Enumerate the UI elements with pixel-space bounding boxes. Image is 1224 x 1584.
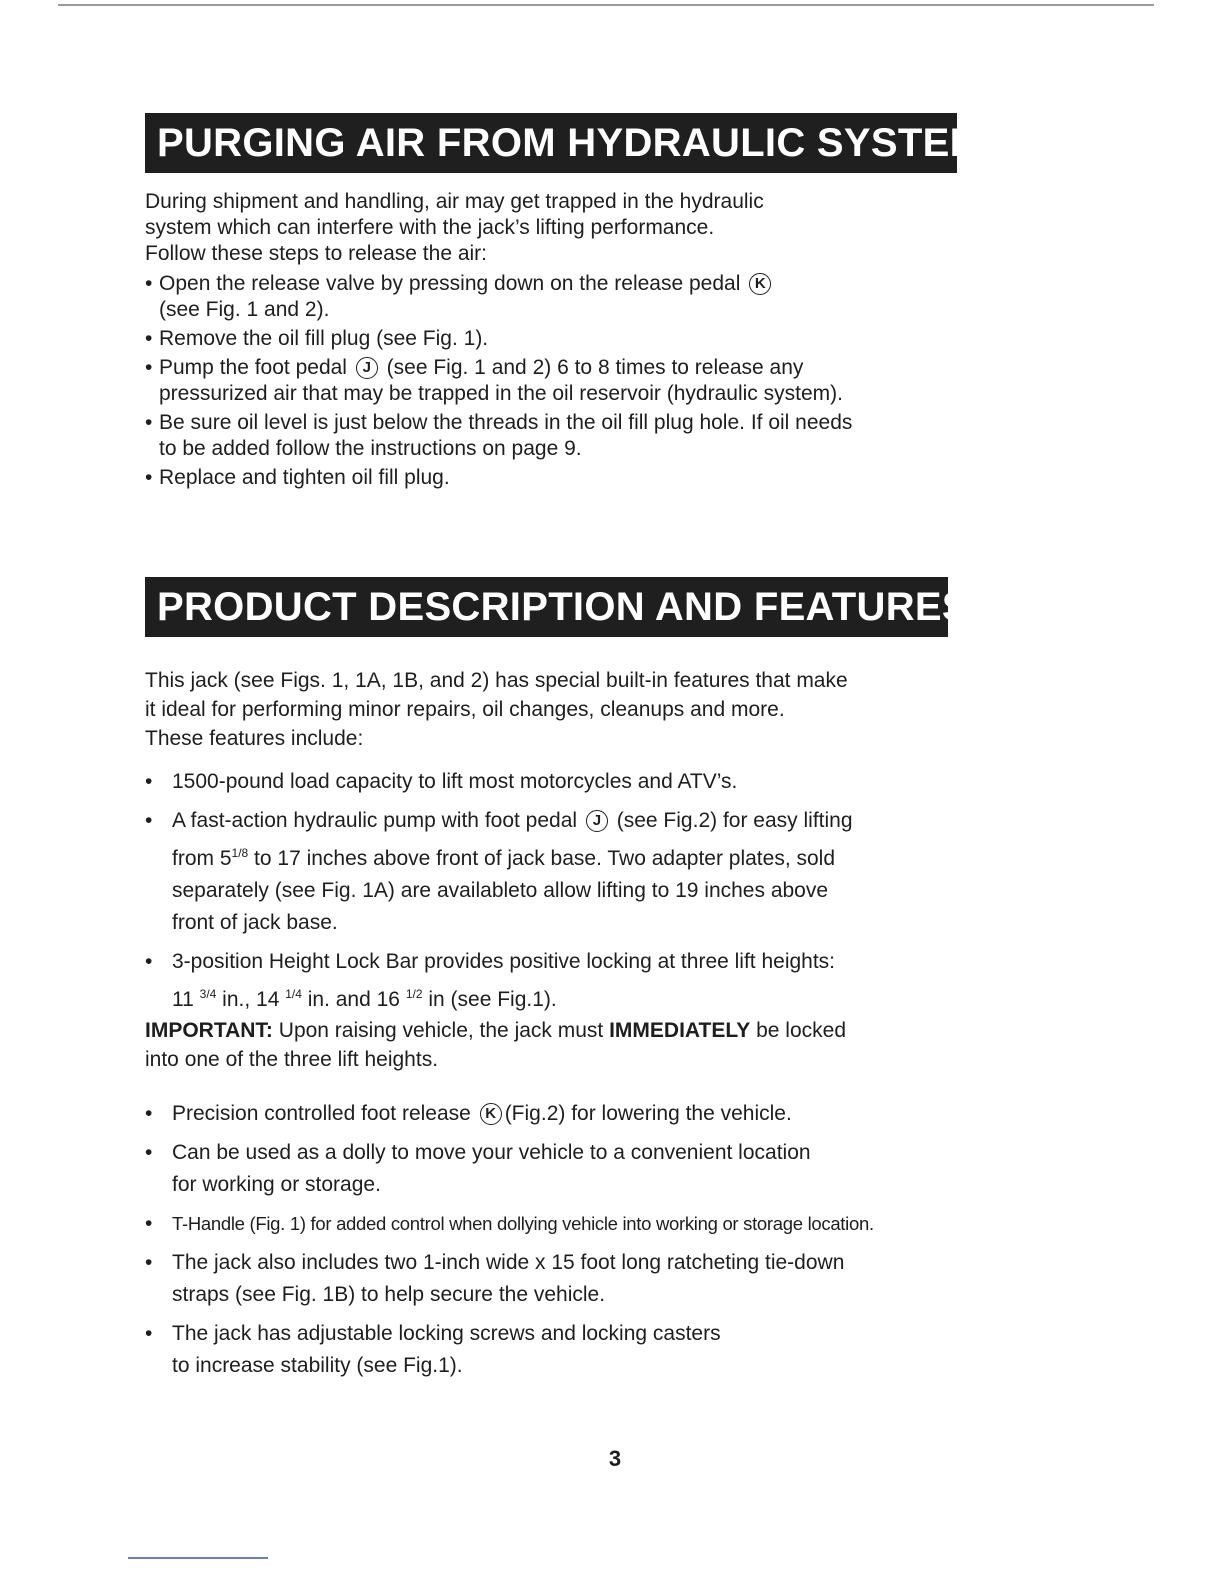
important-note [145,1016,846,1074]
step-text: Open the release valve by pressing down on the release pedal [159,272,741,295]
list-item [145,1208,874,1240]
important-emphasis: IMMEDIATELY [609,1019,751,1042]
feature-text: Can be used as a dolly to move your vehicle to a convenient location [172,1141,811,1164]
fraction: 3/4 [199,987,217,1001]
feature-text: to 17 inches above front of jack base. Two adapter plates, sold [248,847,836,870]
important-text: Upon raising vehicle, the jack must [272,1019,610,1042]
step-text: (see Fig. 1 and 2). [159,298,330,321]
bullet: • [145,1102,153,1125]
feature-text: in (see Fig.1). [422,988,557,1011]
list-item [145,1137,874,1201]
footer-link-rule [128,1557,268,1559]
step-text: Pump the foot pedal [159,356,347,379]
features-list [145,766,853,1023]
feature-text: separately (see Fig. 1A) are availableto allow lifting to 19 inches above [172,879,829,902]
bullet: • [145,411,153,434]
bullet: • [145,950,153,973]
marker-k-icon: K [749,273,771,295]
feature-text: (see Fig.2) for easy lifting [616,809,853,832]
marker-j-icon: J [356,357,378,379]
feature-text: A fast-action hydraulic pump with foot pedal [172,809,578,832]
step-text: Be sure oil level is just below the threads in the oil fill plug hole. If oil needs [159,411,853,434]
step-text: pressurized air that may be trapped in the oil reservoir (hydraulic system). [159,382,843,405]
step-text: (see Fig. 1 and 2) 6 to 8 times to release any [386,356,804,379]
feature-text: in. and 16 [301,988,406,1011]
list-item [145,355,852,407]
fraction: 1/8 [231,846,249,860]
list-item [145,805,853,939]
list-item [145,1098,874,1130]
intro-line: system which can interfere with the jack’s lifting performance. [145,216,715,239]
intro-line: These features include: [145,727,364,750]
feature-text: (Fig.2) for lowering the vehicle. [504,1102,792,1125]
fraction: 1/4 [285,987,302,1001]
purging-steps-list [145,271,852,494]
step-text: Remove the oil fill plug (see Fig. 1). [159,327,489,350]
section-title-purging: PURGING AIR FROM HYDRAULIC SYSTEM [145,113,957,173]
feature-text: from 5 [172,847,232,870]
section-title-features: PRODUCT DESCRIPTION AND FEATURES [145,577,948,637]
feature-text: The jack has adjustable locking screws and locking casters [172,1322,721,1345]
bullet: • [145,327,153,350]
feature-text: 3-position Height Lock Bar provides positive locking at three lift heights: [172,950,836,973]
bullet: • [145,770,153,793]
list-item [145,271,852,323]
list-item [145,465,852,491]
list-item [145,766,853,798]
feature-text: 1500-pound load capacity to lift most motorcycles and ATV’s. [172,770,738,793]
bullet: • [145,1322,153,1345]
feature-text: 11 [172,988,200,1011]
bullet: • [145,466,153,489]
marker-k-icon: K [480,1103,502,1125]
list-item [145,946,853,1016]
bullet: • [145,272,153,295]
bullet: • [145,809,153,832]
feature-text: T-Handle (Fig. 1) for added control when dollying vehicle into working or storage location. [172,1213,874,1234]
feature-text: to increase stability (see Fig.1). [172,1354,463,1377]
intro-line: it ideal for performing minor repairs, oil changes, cleanups and more. [145,698,785,721]
bullet: • [145,1212,153,1235]
list-item [145,1318,874,1382]
list-item [145,326,852,352]
feature-text: Precision controlled foot release [172,1102,471,1125]
list-item [145,410,852,462]
features-intro [145,666,848,753]
top-rule [58,4,1154,6]
important-text: into one of the three lift heights. [145,1048,439,1071]
step-text: to be added follow the instructions on page 9. [159,437,582,460]
feature-text: for working or storage. [172,1173,381,1196]
intro-line: During shipment and handling, air may get trapped in the hydraulic [145,190,764,213]
bullet: • [145,1251,153,1274]
feature-text: The jack also includes two 1-inch wide x 15 foot long ratcheting tie-down [172,1251,845,1274]
important-label: IMPORTANT: [145,1019,273,1042]
feature-text: front of jack base. [172,911,338,934]
bullet: • [145,1141,153,1164]
bullet: • [145,356,153,379]
intro-line: Follow these steps to release the air: [145,242,488,265]
purging-intro [145,189,764,267]
intro-line: This jack (see Figs. 1, 1A, 1B, and 2) has special built-in features that make [145,669,848,692]
features-list-2 [145,1098,874,1389]
step-text: Replace and tighten oil fill plug. [159,466,450,489]
list-item [145,1247,874,1311]
page-number: 3 [608,1446,622,1471]
feature-text: in., 14 [216,988,286,1011]
fraction: 1/2 [405,987,423,1001]
feature-text: straps (see Fig. 1B) to help secure the vehicle. [172,1283,606,1306]
marker-j-icon: J [586,810,608,832]
important-text: be locked [750,1019,847,1042]
